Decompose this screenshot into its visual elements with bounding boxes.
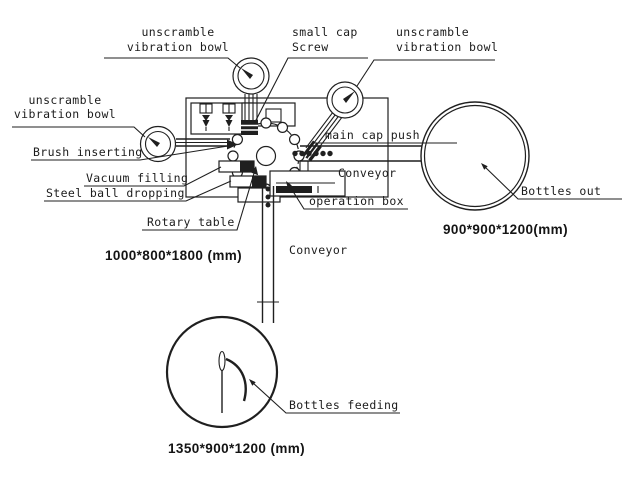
label-unscramble-bowl-left-line1: unscramble: [28, 93, 102, 107]
wheel-hub: [257, 147, 276, 166]
conveyor-down: [257, 186, 279, 323]
label-main-cap-push: main cap push: [325, 128, 420, 142]
label-rotary-table: Rotary table: [147, 215, 235, 229]
vibration-bowl-top: [233, 58, 269, 94]
dimension-bottles-out: 900*900*1200(mm): [443, 222, 568, 237]
vacuum-filling-station: [219, 161, 254, 172]
steel-ball-station: [230, 176, 266, 187]
label-operation-box: operation box: [309, 194, 404, 208]
operation-box: [270, 171, 345, 196]
label-unscramble-bowl-topright-line2: vibration bowl: [396, 40, 499, 54]
bottles-on-conveyor: [266, 187, 271, 208]
label-unscramble-bowl-topright-line1: unscramble: [396, 25, 470, 39]
label-unscramble-bowl-left-line2: vibration bowl: [13, 107, 117, 121]
label-small-cap-line2: Screw: [292, 40, 329, 54]
bottles-feeding-turntable: [167, 317, 277, 427]
label-vacuum-filling: Vacuum filling: [86, 171, 189, 185]
label-conveyor-bottom: Conveyor: [289, 243, 348, 257]
vibration-bowl-right: [327, 82, 363, 118]
label-small-cap-line1: small cap: [292, 25, 358, 39]
label-unscramble-bowl-topleft-line1: unscramble: [141, 25, 215, 39]
vibration-bowl-left: [141, 127, 176, 162]
dimension-bottles-feeding: 1350*900*1200 (mm): [168, 441, 306, 456]
dimension-main-machine: 1000*800*1800 (mm): [105, 248, 243, 263]
label-bottles-out: Bottles out: [521, 184, 602, 198]
label-conveyor-right: Conveyor: [338, 166, 397, 180]
label-steel-ball-dropping: Steel ball dropping: [46, 186, 185, 200]
label-unscramble-bowl-topleft-line2: vibration bowl: [126, 40, 230, 54]
label-brush-inserting: Brush inserting: [33, 145, 143, 159]
label-bottles-feeding: Bottles feeding: [289, 398, 399, 412]
